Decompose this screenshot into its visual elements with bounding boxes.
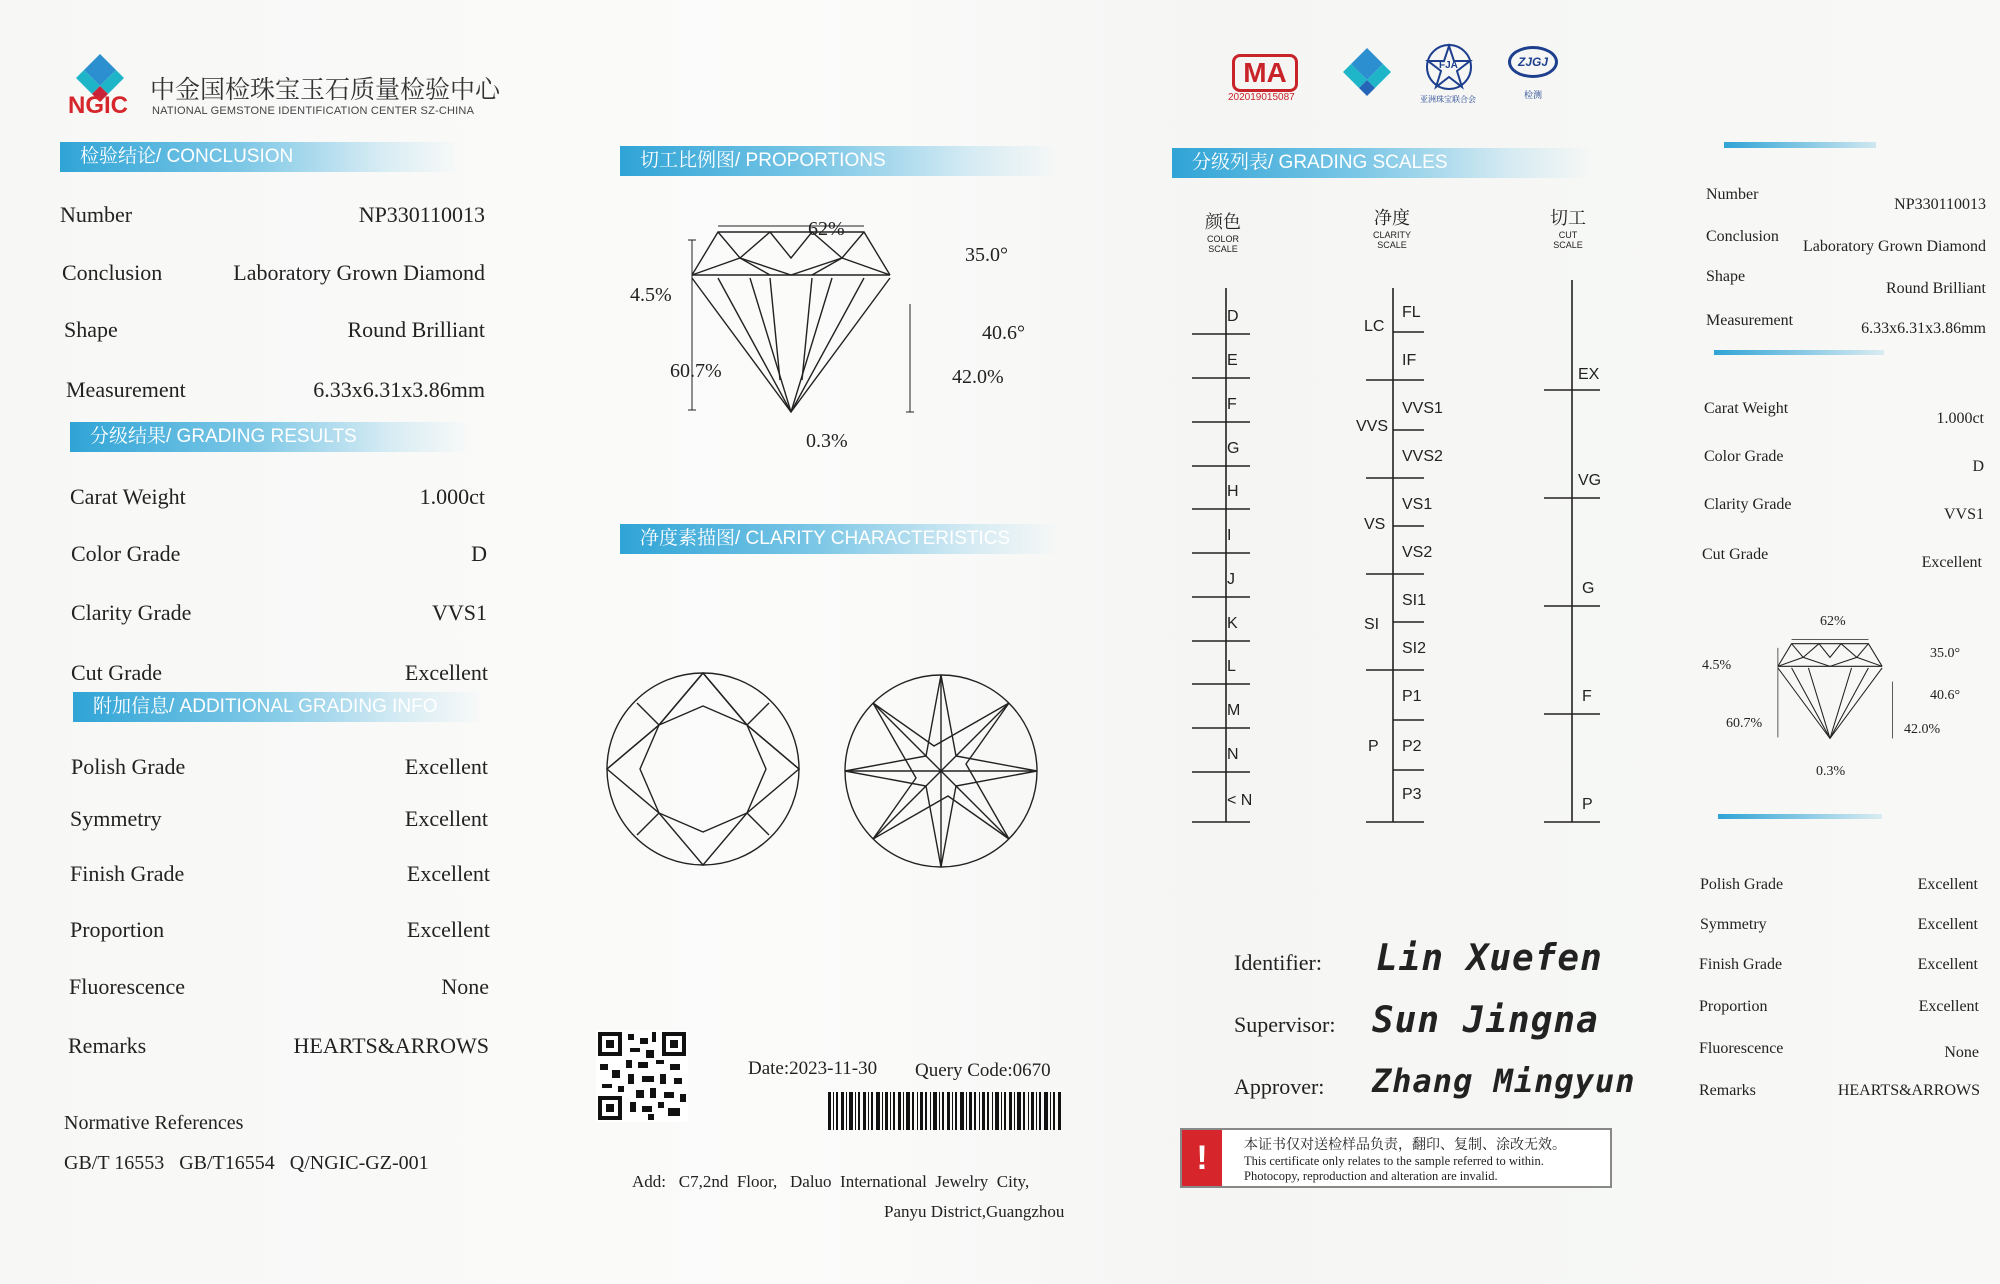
cut-grade-g: G xyxy=(1582,580,1595,597)
row-value: HEARTS&ARROWS xyxy=(293,1033,489,1058)
row-value: Excellent xyxy=(1917,876,1978,893)
brand-name: NGIC xyxy=(68,92,128,119)
supervisor-signature: Sun Jingna xyxy=(1372,1000,1599,1041)
query-code: Query Code:0670 xyxy=(915,1060,1051,1081)
color-grade-i: I xyxy=(1227,527,1232,544)
summary-total-depth: 60.7% xyxy=(1726,716,1763,731)
cut-grade-p: P xyxy=(1582,796,1593,813)
summary-pavilion-angle: 40.6° xyxy=(1930,688,1961,703)
clarity-group-lc: LC xyxy=(1364,318,1385,335)
color-grade-k: K xyxy=(1227,615,1238,632)
color-grade-l: L xyxy=(1227,658,1236,675)
clarity-grade-vs1: VS1 xyxy=(1402,496,1433,513)
barcode-icon xyxy=(828,1092,1062,1130)
cut-scale-title xyxy=(1548,204,1588,250)
color-grade-h: H xyxy=(1227,483,1239,500)
row-value: Excellent xyxy=(1917,916,1978,933)
row-value: Excellent xyxy=(406,861,490,886)
qr-code-icon[interactable] xyxy=(596,1030,688,1122)
summary-rule-mid xyxy=(1714,350,1884,355)
row-value: HEARTS&ARROWS xyxy=(1837,1082,1980,1099)
row-value: Round Brilliant xyxy=(347,317,485,342)
row-label: Fluorescence xyxy=(69,974,186,999)
ngic-mark-icon xyxy=(1336,46,1398,102)
clarity-grade-vs2: VS2 xyxy=(1402,544,1433,561)
cut-grade-f: F xyxy=(1582,688,1592,705)
crown-angle: 35.0° xyxy=(965,244,1008,266)
row-label: Number xyxy=(1706,186,1759,203)
clarity-grade-fl: FL xyxy=(1402,304,1421,321)
row-value: Excellent xyxy=(404,754,488,779)
row-label: Carat Weight xyxy=(1704,400,1789,417)
row-value: NP330110013 xyxy=(1894,196,1986,213)
fja-label: FJA xyxy=(1439,60,1458,71)
row-value: Excellent xyxy=(406,917,490,942)
title-cn: 净度 xyxy=(1374,208,1410,228)
row-value: NP330110013 xyxy=(358,202,485,227)
grading-scales-header: 分级列表/ GRADING SCALES xyxy=(1172,148,1592,178)
row-label: Symmetry xyxy=(70,806,162,831)
row-value: VVS1 xyxy=(431,600,487,625)
pavilion-angle: 40.6° xyxy=(982,322,1025,344)
conclusion-header: 检验结论/ CONCLUSION xyxy=(60,142,460,172)
clarity-grade-if: IF xyxy=(1402,352,1417,369)
center-name-en: NATIONAL GEMSTONE IDENTIFICATION CENTER SZ-CHINA xyxy=(152,105,475,117)
row-label: Remarks xyxy=(1699,1082,1756,1099)
title-en: SCALE xyxy=(1208,244,1238,254)
pavilion-view-diagram xyxy=(838,668,1044,874)
row-value: VVS1 xyxy=(1943,506,1984,523)
cut-grade-ex: EX xyxy=(1578,366,1600,383)
color-grade-m: M xyxy=(1227,702,1241,719)
row-label: Polish Grade xyxy=(71,754,186,779)
row-label: Clarity Grade xyxy=(71,600,192,625)
summary-rule-bottom xyxy=(1718,814,1882,819)
row-label: Measurement xyxy=(1706,312,1794,329)
row-value: Excellent xyxy=(404,806,488,831)
center-name-cn: 中金国检珠宝玉石质量检验中心 xyxy=(150,76,501,104)
total-depth: 60.7% xyxy=(670,360,722,382)
summary-rule-top xyxy=(1724,142,1876,148)
pavilion-depth: 42.0% xyxy=(952,366,1004,388)
row-label: Color Grade xyxy=(1704,448,1784,465)
identifier-label: Identifier: xyxy=(1234,950,1322,975)
row-label: Shape xyxy=(1706,268,1746,285)
title-en: SCALE xyxy=(1553,240,1583,250)
row-value: Excellent xyxy=(1921,554,1982,571)
color-grade-e: E xyxy=(1227,352,1238,369)
row-value: Laboratory Grown Diamond xyxy=(1802,238,1986,255)
row-label: Shape xyxy=(64,317,118,342)
zjgj-caption: 检测 xyxy=(1524,90,1543,100)
approver-label: Approver: xyxy=(1234,1074,1325,1099)
row-label: Remarks xyxy=(68,1033,147,1058)
color-grade-j: J xyxy=(1227,571,1235,588)
clarity-group-si: SI xyxy=(1364,616,1380,633)
title-en: CUT xyxy=(1558,230,1578,240)
crown-height: 4.5% xyxy=(630,284,672,306)
row-label: Proportion xyxy=(1699,998,1768,1015)
color-grade-n: N xyxy=(1227,746,1239,763)
proportions-header: 切工比例图/ PROPORTIONS xyxy=(620,146,1060,176)
row-label: Conclusion xyxy=(62,260,163,285)
color-grade-g: G xyxy=(1227,440,1240,457)
summary-crown-height: 4.5% xyxy=(1702,658,1732,673)
color-grade-d: D xyxy=(1227,308,1239,325)
color-scale-title xyxy=(1204,208,1242,254)
title-en: SCALE xyxy=(1377,240,1407,250)
disclaimer-en2: Photocopy, reproduction and alteration are invalid. xyxy=(1244,1169,1498,1183)
disclaimer-cn: 本证书仅对送检样品负责，翻印、复制、涂改无效。 xyxy=(1244,1136,1566,1152)
additional-header: 附加信息/ ADDITIONAL GRADING INFO xyxy=(73,692,483,722)
clarity-grade-p2: P2 xyxy=(1402,738,1422,755)
cut-grade-vg: VG xyxy=(1578,472,1602,489)
row-label: Carat Weight xyxy=(70,484,186,509)
title-cn: 颜色 xyxy=(1205,212,1241,232)
row-value: D xyxy=(471,541,487,566)
row-value: 1.000ct xyxy=(419,484,485,509)
title-en: COLOR xyxy=(1206,234,1239,244)
approver-signature: Zhang Mingyun xyxy=(1372,1062,1636,1100)
address-line2: Panyu District,Guangzhou xyxy=(884,1202,1065,1221)
row-value: None xyxy=(441,974,489,999)
title-en: CLARITY xyxy=(1372,230,1411,240)
clarity-grade-p1: P1 xyxy=(1402,688,1422,705)
title-cn: 切工 xyxy=(1550,208,1586,228)
clarity-grade-vvs2: VVS2 xyxy=(1402,448,1443,465)
clarity-group-p: P xyxy=(1368,738,1379,755)
row-value: Excellent xyxy=(404,660,488,685)
address-line1: Add: C7,2nd Floor, Daluo International Jewelry City, xyxy=(632,1172,1030,1191)
row-label: Polish Grade xyxy=(1700,876,1784,893)
ma-cert-code: 202019015087 xyxy=(1228,92,1295,103)
row-value: Laboratory Grown Diamond xyxy=(233,260,485,285)
culet: 0.3% xyxy=(806,430,848,452)
summary-culet: 0.3% xyxy=(1816,764,1846,779)
row-label: Finish Grade xyxy=(1699,956,1783,973)
identifier-signature: Lin Xuefen xyxy=(1376,938,1603,979)
row-label: Measurement xyxy=(66,377,186,402)
row-label: Proportion xyxy=(70,917,165,942)
row-value: Excellent xyxy=(1918,998,1979,1015)
warning-icon: ! xyxy=(1182,1130,1222,1186)
clarity-scale-title xyxy=(1372,204,1412,250)
normative-title: Normative References xyxy=(64,1112,244,1134)
row-label: Cut Grade xyxy=(1702,546,1769,563)
grading-results-header: 分级结果/ GRADING RESULTS xyxy=(70,422,470,452)
row-value: 1.000ct xyxy=(1936,410,1984,427)
supervisor-label: Supervisor: xyxy=(1234,1012,1336,1037)
row-label: Number xyxy=(60,202,133,227)
row-label: Finish Grade xyxy=(70,861,185,886)
row-value: 6.33x6.31x3.86mm xyxy=(1861,320,1986,337)
grading-scales-axes xyxy=(1180,280,1620,830)
summary-pavilion-depth: 42.0% xyxy=(1904,722,1941,737)
clarity-grade-p3: P3 xyxy=(1402,786,1422,803)
row-label: Clarity Grade xyxy=(1704,496,1792,513)
zjgj-logo: ZJGJ xyxy=(1508,46,1558,78)
color-grade-below-n: < N xyxy=(1227,792,1253,809)
row-label: Symmetry xyxy=(1700,916,1767,933)
fja-caption: 亚洲珠宝联合会 xyxy=(1420,95,1476,104)
clarity-grade-vvs1: VVS1 xyxy=(1402,400,1443,417)
row-label: Fluorescence xyxy=(1699,1040,1784,1057)
color-grade-f: F xyxy=(1227,396,1237,413)
clarity-grade-si1: SI1 xyxy=(1402,592,1427,609)
row-value: None xyxy=(1944,1044,1979,1061)
summary-crown-angle: 35.0° xyxy=(1930,646,1961,661)
row-value: D xyxy=(1972,458,1984,475)
row-value: 6.33x6.31x3.86mm xyxy=(313,377,485,402)
summary-table-pct: 62% xyxy=(1820,614,1846,629)
row-label: Cut Grade xyxy=(71,660,163,685)
ma-cert-logo: MA xyxy=(1232,54,1298,92)
clarity-header: 净度素描图/ CLARITY CHARACTERISTICS xyxy=(620,524,1060,554)
summary-proportions-diagram xyxy=(1740,630,1920,750)
table-pct: 62% xyxy=(808,218,845,240)
normative-refs: GB/T 16553 GB/T16554 Q/NGIC-GZ-001 xyxy=(64,1152,429,1174)
row-value: Round Brilliant xyxy=(1886,280,1986,297)
row-label: Conclusion xyxy=(1706,228,1779,245)
clarity-group-vvs: VVS xyxy=(1356,418,1389,435)
row-label: Color Grade xyxy=(71,541,181,566)
crown-view-diagram xyxy=(600,666,806,872)
disclaimer-box xyxy=(1180,1128,1612,1188)
clarity-grade-si2: SI2 xyxy=(1402,640,1427,657)
disclaimer-en1: This certificate only relates to the sample referred to within. xyxy=(1244,1154,1544,1168)
row-value: Excellent xyxy=(1917,956,1978,973)
issue-date: Date:2023-11-30 xyxy=(748,1058,878,1079)
clarity-group-vs: VS xyxy=(1364,516,1386,533)
